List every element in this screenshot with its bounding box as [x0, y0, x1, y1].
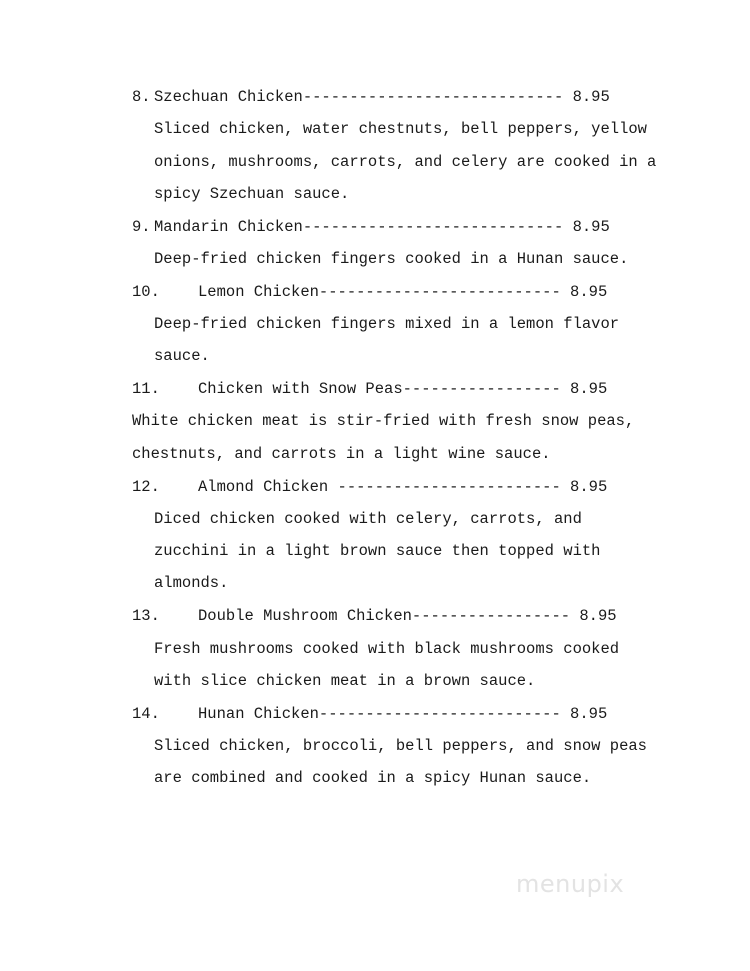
item-14-description-1: Sliced chicken, broccoli, bell peppers, and snow peas	[154, 737, 647, 755]
item-12-title: Almond Chicken ------------------------ 8.95	[198, 478, 608, 496]
item-12-description-2: zucchini in a light brown sauce then topped with	[154, 542, 601, 560]
item-11-number: 11.	[132, 380, 160, 398]
item-13-description-2: with slice chicken meat in a brown sauce.	[154, 672, 536, 690]
item-14-title: Hunan Chicken-------------------------- 8.95	[198, 705, 608, 723]
item-10-description-2: sauce.	[154, 347, 210, 365]
item-10-description-1: Deep-fried chicken fingers mixed in a lemon flavor	[154, 315, 620, 333]
item-8-number: 8.	[132, 88, 151, 106]
item-10-number: 10.	[132, 283, 160, 301]
item-10-title: Lemon Chicken-------------------------- 8.95	[198, 283, 608, 301]
item-11-description-2: chestnuts, and carrots in a light wine sauce.	[132, 445, 551, 463]
item-9-description-1: Deep-fried chicken fingers cooked in a Hunan sauce.	[154, 250, 629, 268]
item-14-description-2: are combined and cooked in a spicy Hunan sauce.	[154, 769, 592, 787]
item-12-description-1: Diced chicken cooked with celery, carrots, and	[154, 510, 582, 528]
item-8-title: Szechuan Chicken---------------------------- 8.95	[154, 88, 610, 106]
item-11-title: Chicken with Snow Peas----------------- 8.95	[198, 380, 608, 398]
menupix-watermark: menupix	[516, 870, 625, 898]
item-12-description-3: almonds.	[154, 574, 229, 592]
item-13-number: 13.	[132, 607, 160, 625]
item-13-description-1: Fresh mushrooms cooked with black mushrooms cooked	[154, 640, 620, 658]
item-8-description-2: onions, mushrooms, carrots, and celery are cooked in a	[154, 153, 657, 171]
item-14-number: 14.	[132, 705, 160, 723]
item-9-title: Mandarin Chicken---------------------------- 8.95	[154, 218, 610, 236]
item-9-number: 9.	[132, 218, 151, 236]
item-8-description-3: spicy Szechuan sauce.	[154, 185, 350, 203]
item-13-title: Double Mushroom Chicken----------------- 8.95	[198, 607, 617, 625]
item-11-description-1: White chicken meat is stir-fried with fresh snow peas,	[132, 412, 635, 430]
item-8-description-1: Sliced chicken, water chestnuts, bell peppers, yellow	[154, 120, 647, 138]
item-12-number: 12.	[132, 478, 160, 496]
